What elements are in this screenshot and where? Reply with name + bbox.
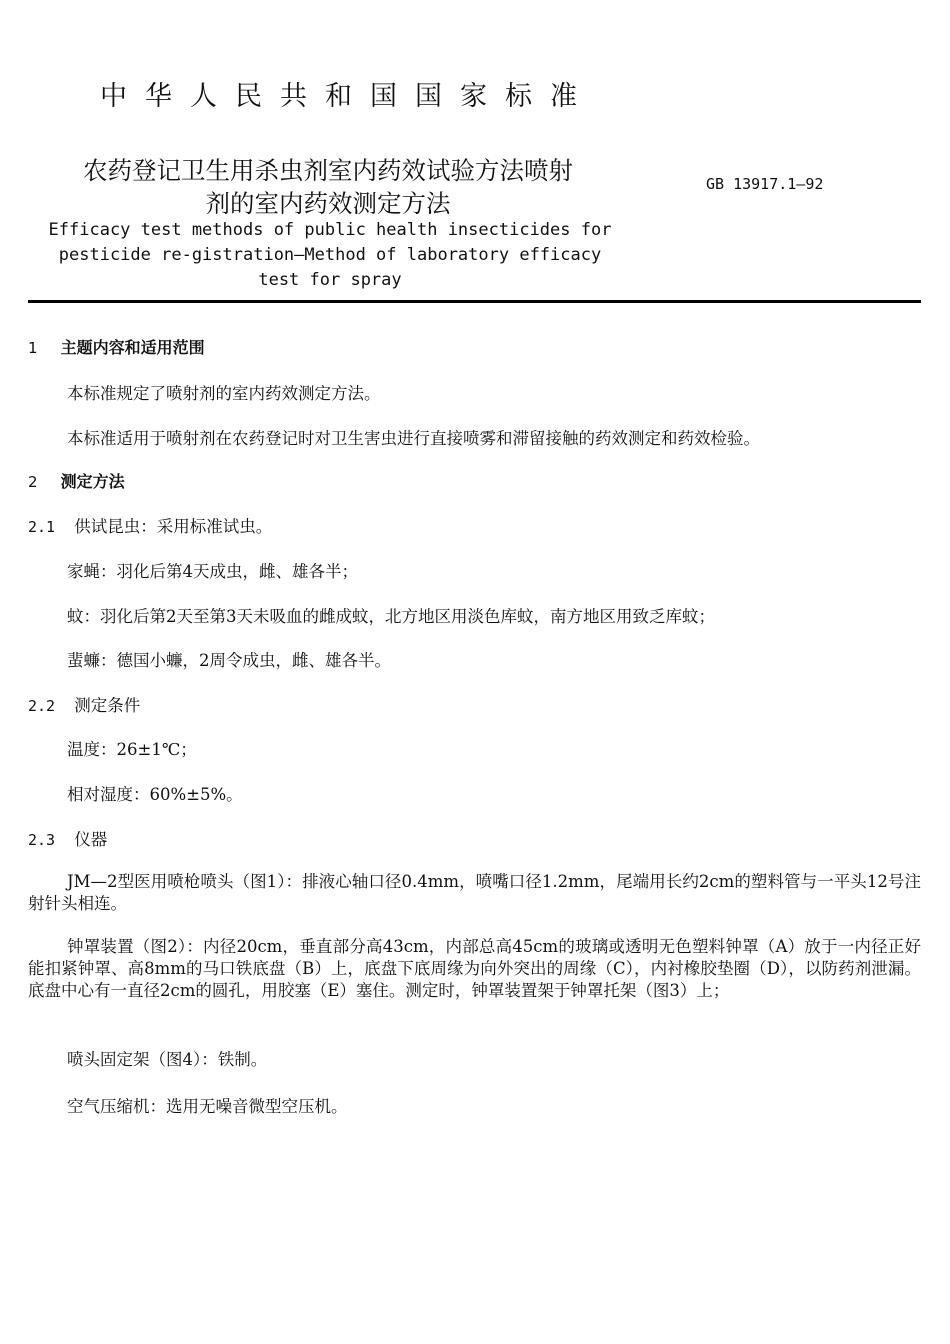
subsection-title: 仪器 (74, 830, 108, 849)
list-item: 相对湿度：60%±5%。 (67, 785, 243, 804)
title-english-line-3: test for spray (258, 270, 402, 290)
list-item: 空气压缩机：选用无噪音微型空压机。 (67, 1097, 348, 1116)
subsection-2-3-heading (28, 826, 107, 850)
paragraph: JM—2型医用喷枪喷头（图1）：排液心轴口径0.4mm，喷嘴口径1.2mm，尾端用长约2cm的塑料管与一平头12号注射针头相连。 (28, 872, 921, 913)
paragraph: 本标准适用于喷射剂在农药登记时对卫生害虫进行直接喷雾和滞留接触的药效测定和药效检验。 (67, 429, 760, 448)
section-1-heading (28, 335, 205, 358)
list-item: 温度：26±1℃； (67, 740, 197, 759)
subsection-2-2-heading (28, 692, 140, 716)
national-standard-heading: 中华人民共和国国家标准 (100, 81, 595, 112)
subsection-title: 测定条件 (74, 696, 141, 715)
subsection-number: 2.3 (28, 831, 56, 849)
paragraph: 钟罩装置（图2）：内径20cm，垂直部分高43cm，内部总高45cm的玻璃或透明无色塑料钟罩（A）放于一内径正好能扣紧钟罩、高8mm的马口铁底盘（B）上，底盘下底周缘为向外突出的周缘（C），内衬橡胶垫圈（D），以防药剂泄漏。底盘中心有一直径2cm的圆孔，用胶塞（E）塞住。测定时，钟罩装置架于钟罩托架（图3）上； (28, 937, 921, 1000)
title-chinese-line-1: 农药登记卫生用杀虫剂室内药效试验方法喷射 (83, 156, 573, 185)
title-chinese-line-2: 剂的室内药效测定方法 (205, 189, 451, 218)
title-english-line-2: pesticide re-gistration—Method of laboratory efficacy (58, 245, 602, 265)
section-title: 主题内容和适用范围 (60, 338, 205, 357)
section-2-heading (28, 469, 125, 492)
list-item: 蜚蠊：德国小蠊，2周令成虫，雌、雄各半。 (67, 651, 391, 670)
section-title: 测定方法 (60, 472, 125, 491)
subsection-number: 2.1 (28, 518, 56, 536)
subsection-number: 2.2 (28, 697, 56, 715)
list-item: 喷头固定架（图4）：铁制。 (67, 1050, 268, 1069)
section-number: 2 (28, 473, 38, 491)
list-item: 家蝇：羽化后第4天成虫，雌、雄各半； (67, 562, 358, 581)
header-divider (28, 300, 921, 303)
section-number: 1 (28, 339, 38, 357)
subsection-title: 供试昆虫：采用标准试虫。 (74, 517, 273, 536)
standard-number: GB 13917.1—92 (706, 175, 824, 193)
paragraph: 本标准规定了喷射剂的室内药效测定方法。 (67, 384, 381, 403)
subsection-2-1-heading (28, 513, 272, 537)
list-item: 蚊：羽化后第2天至第3天未吸血的雌成蚊，北方地区用淡色库蚊，南方地区用致乏库蚊； (67, 607, 715, 626)
title-english-line-1: Efficacy test methods of public health insecticides for (48, 220, 612, 240)
